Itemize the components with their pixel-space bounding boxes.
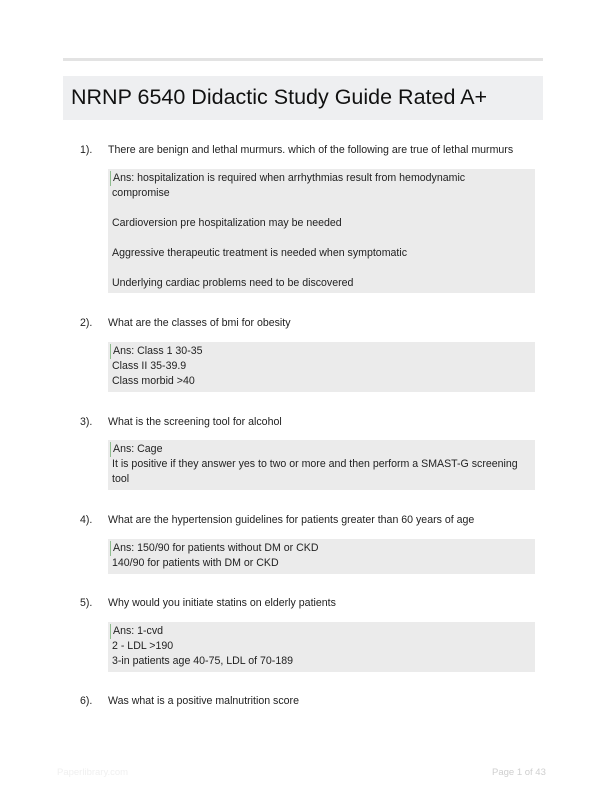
answer-box-3 [108,440,535,490]
question-text: There are benign and lethal murmurs. which of the following are true of lethal murmurs [108,144,514,156]
answer-line: Ans: 1-cvd [110,624,531,639]
answer-line: compromise [112,187,170,199]
answer-line: Ans: 150/90 for patients without DM or CKD [110,541,531,556]
top-divider [63,58,543,61]
answer-line: 2 - LDL >190 [112,640,174,652]
question-text: What are the classes of bmi for obesity [108,317,291,329]
answer-box-5 [108,622,535,672]
answer-line: Underlying cardiac problems need to be discovered [112,277,354,289]
answer-line: 3-in patients age 40-75, LDL of 70-189 [112,655,294,667]
question-text: What are the hypertension guidelines for patients greater than 60 years of age [108,514,475,526]
answer-box-1 [108,169,535,293]
answer-line: It is positive if they answer yes to two or more and then perform a SMAST-G screening [112,458,518,470]
page-number: Page 1 of 43 [492,767,546,778]
answer-line: Class morbid >40 [112,375,195,387]
question-number: 1). [80,144,93,156]
question-number: 5). [80,597,93,609]
answer-line: Ans: Cage [110,442,531,457]
question-text: Was what is a positive malnutrition score [108,695,299,707]
answer-line: Aggressive therapeutic treatment is needed when symptomatic [112,247,408,259]
title-banner [63,76,543,120]
answer-line: 140/90 for patients with DM or CKD [112,557,279,569]
answer-line: Ans: Class 1 30-35 [110,344,531,359]
question-text: What is the screening tool for alcohol [108,416,282,428]
answer-line: Cardioversion pre hospitalization may be needed [112,217,342,229]
question-text: Why would you initiate statins on elderly patients [108,597,336,609]
question-number: 2). [80,317,93,329]
footer-watermark: Paperlibrary.com [57,767,129,778]
answer-line: Ans: hospitalization is required when arrhythmias result from hemodynamic [110,171,531,186]
answer-line: Class II 35-39.9 [112,360,187,372]
answer-line: tool [112,473,130,485]
answer-box-4 [108,539,535,574]
question-number: 3). [80,416,93,428]
question-number: 4). [80,514,93,526]
answer-box-2 [108,342,535,392]
document-title: NRNP 6540 Didactic Study Guide Rated A+ [71,85,488,109]
question-number: 6). [80,695,93,707]
